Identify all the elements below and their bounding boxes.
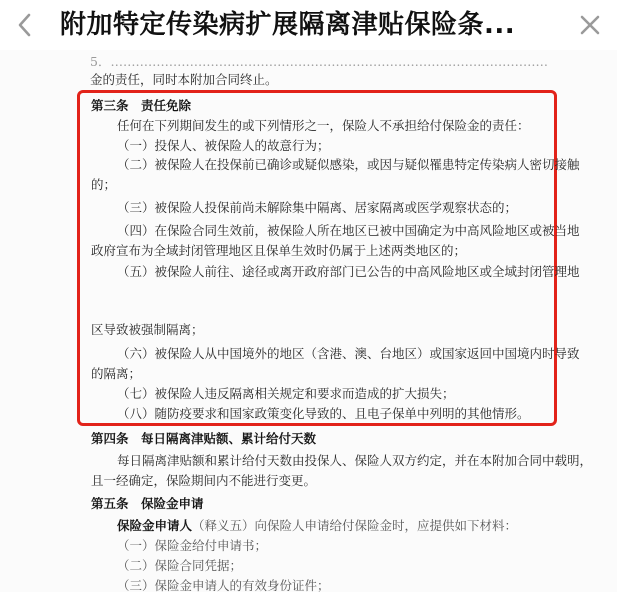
top-line: 金的责任，同时本附加合同终止。 xyxy=(90,72,278,87)
exclusion-item-5b: 区导致被强制隔离； xyxy=(91,322,204,337)
page-title: 附加特定传染病扩展隔离津贴保险条... xyxy=(60,10,516,40)
article3-intro: 任何在下列期间发生的或下列情形之一，保险人不承担给付保险金的责任： xyxy=(117,118,530,133)
exclusion-item-2a: （二）被保险人在投保前已确诊或疑似感染，或因与疑似罹患特定传染病人密切接触 xyxy=(117,157,580,172)
material-item-2: （二）保险合同凭据； xyxy=(117,558,243,573)
exclusion-item-7: （七）被保险人违反隔离相关规定和要求而造成的扩大损失； xyxy=(117,386,455,401)
material-item-1: （一）保险金给付申请书； xyxy=(117,538,268,553)
exclusion-item-1: （一）投保人、被保险人的故意行为； xyxy=(117,138,330,153)
material-item-3: （三）保险金申请人的有效身份证件； xyxy=(117,578,330,592)
exclusion-item-5a: （五）被保险人前往、途径或离开政府部门已公告的中高风险地区或全域封闭管理地 xyxy=(117,264,580,279)
chevron-left-icon xyxy=(14,12,36,38)
exclusion-item-2b: 的； xyxy=(91,177,117,192)
close-button[interactable] xyxy=(571,6,609,44)
exclusion-item-4b: 政府宣布为全域封闭管理地区且保单生效时仍属于上述两类地区的； xyxy=(91,243,467,258)
exclusion-item-6b: 的隔离； xyxy=(91,366,142,381)
close-x-icon xyxy=(578,13,602,37)
article5-applicant-line xyxy=(117,518,517,534)
exclusion-item-3: （三）被保险人投保前尚未解除集中隔离、居家隔离或医学观察状态的； xyxy=(117,200,518,215)
exclusion-item-6a: （六）被保险人从中国境外的地区（含港、澳、台地区）或国家返回中国境内时导致 xyxy=(117,346,580,361)
article5-heading: 第五条 保险金申请 xyxy=(91,496,204,511)
applicant-label: 保险金申请人 xyxy=(117,518,193,533)
exclusion-item-4a: （四）在保险合同生效前，被保险人所在地区已被中国确定为中高风险地区或被当地 xyxy=(117,223,580,238)
exclusion-item-8: （八）随防疫要求和国家政策变化导致的、且电子保单中列明的其他情形。 xyxy=(117,406,530,421)
top-partial-line: 5．…………………………………………………………………………………………… xyxy=(90,54,548,69)
nav-bar xyxy=(0,0,617,51)
article4-paragraph-2: 且一经确定，保险期间内不能进行变更。 xyxy=(91,473,317,488)
document-image xyxy=(0,50,617,592)
applicant-text: （释义五）向保险人申请给付保险金时，应提供如下材料： xyxy=(192,518,518,533)
article4-paragraph-1: 每日隔离津贴额和累计给付天数由投保人、保险人双方约定，并在本附加合同中载明， xyxy=(117,453,593,468)
article4-heading: 第四条 每日隔离津贴额、累计给付天数 xyxy=(91,431,317,446)
back-button[interactable] xyxy=(6,6,44,44)
article3-heading: 第三条 责任免除 xyxy=(91,98,192,113)
